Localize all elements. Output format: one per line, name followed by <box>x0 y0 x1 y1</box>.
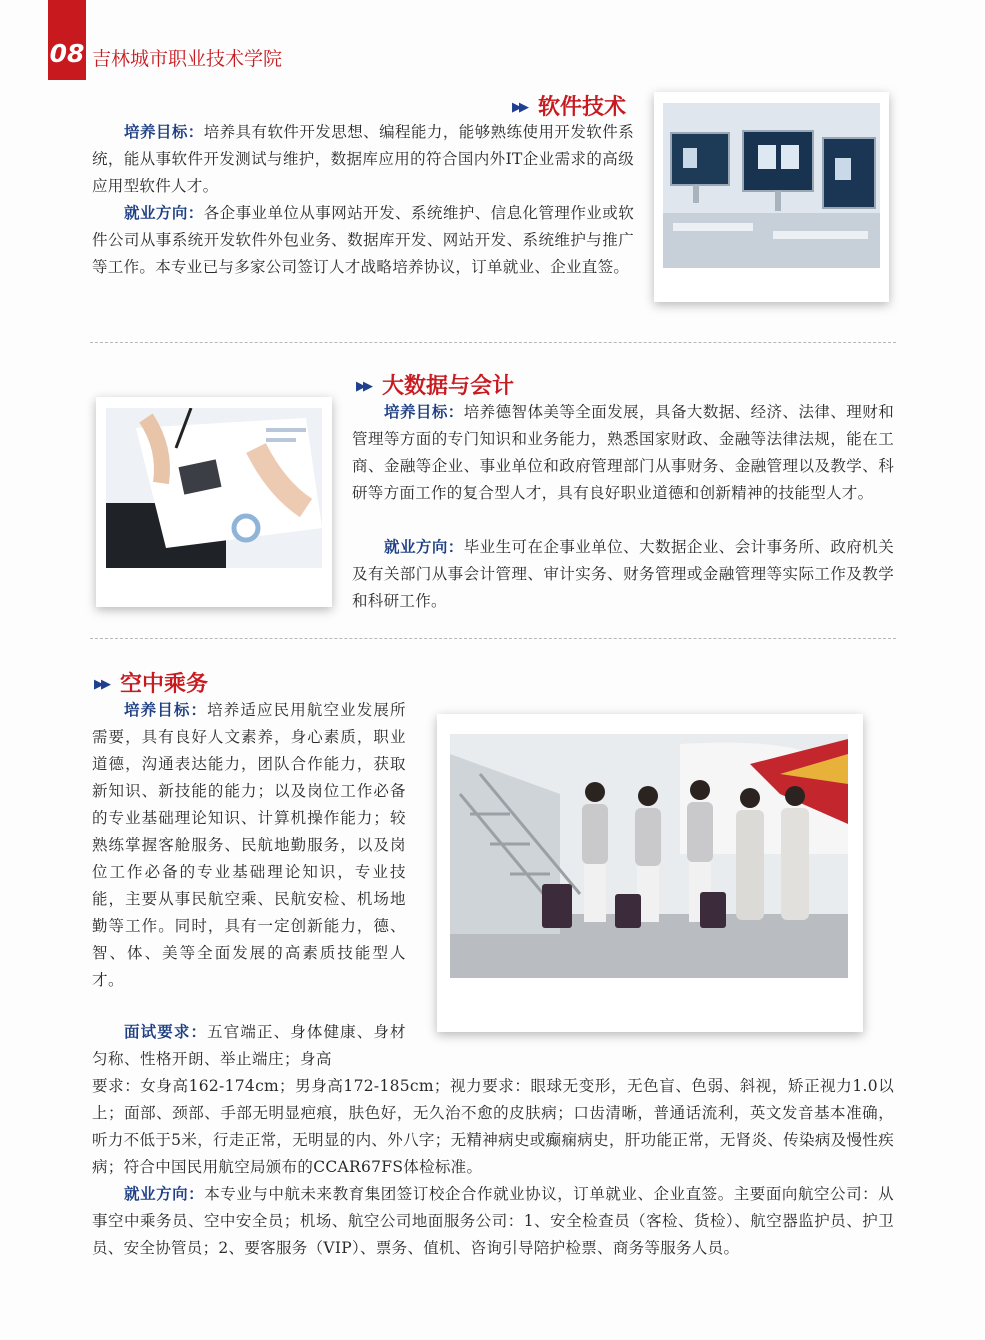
goal-text: 培养具有软件开发思想、编程能力，能够熟练使用开发软件系统，能从事软件开发测试与维护，数据库应用的符合国内外IT企业需求的高级应用型软件人才。 <box>92 123 634 195</box>
career-label: 就业方向： <box>124 1185 205 1203</box>
section-divider <box>90 638 896 639</box>
goal-text: 培养德智体美等全面发展，具备大数据、经济、法律、理财和管理等方面的专门知识和业务能力，熟悉国家财政、金融等法律法规，能在工商、金融等企业、事业单位和政府管理部门从事财务、金融管理以及教学、科研等方面工作的复合型人才，具有良好职业道德和创新精神的技能型人才。 <box>352 403 894 502</box>
software-photo <box>654 92 889 302</box>
goal-text: 培养适应民用航空业发展所需要，具有良好人文素养，身心素质，职业道德，沟通表达能力，团队合作能力，获取新知识、新技能的能力；以及岗位工作必备的专业基础理论知识、计算机操作能力；较熟练掌握客舱服务、民航地勤服务，以及岗位工作必备的专业基础理论知识，专业技能，主要从事民航空乘、民航安检、机场地勤等工作。同时，具有一定创新能力，德、智、体、美等全面发展的高素质技能型人才。 <box>92 701 406 989</box>
flight-crew-illustration <box>450 734 848 978</box>
career-text: 各企事业单位从事网站开发、系统维护、信息化管理作业或软件公司从事系统开发软件外包业务、数据库开发、网站开发、系统维护与推广等工作。本专业已与多家公司签订人才战略培养协议，订单就业、企业直签。 <box>92 204 634 276</box>
double-chevron-icon: ▶▶ <box>94 677 108 692</box>
flight-career-paragraph <box>92 1181 894 1262</box>
software-title-text: 软件技术 <box>538 95 627 120</box>
software-career-paragraph <box>92 200 634 281</box>
section-title-software <box>512 90 626 121</box>
school-name: 吉林城市职业技术学院 <box>92 48 283 70</box>
flight-goal-paragraph <box>92 697 406 994</box>
flight-title-text: 空中乘务 <box>120 672 209 697</box>
interview-label: 面试要求： <box>124 1023 208 1041</box>
double-chevron-icon: ▶▶ <box>356 379 370 394</box>
software-goal-paragraph <box>92 119 634 200</box>
goal-label: 培养目标： <box>384 403 464 421</box>
accounting-title-text: 大数据与会计 <box>382 374 515 399</box>
computer-monitors-illustration <box>663 103 880 268</box>
section-title-accounting <box>356 369 514 400</box>
page-number: 08 <box>48 0 86 80</box>
goal-label: 培养目标： <box>124 701 208 719</box>
flight-interview-paragraph-continued <box>92 1073 894 1181</box>
goal-label: 培养目标： <box>124 123 204 141</box>
double-chevron-icon: ▶▶ <box>512 100 526 115</box>
career-text: 本专业与中航未来教育集团签订校企合作就业协议，订单就业、企业直签。主要面向航空公司：从事空中乘务员、空中安全员；机场、航空公司地面服务公司：1、安全检查员（客检、货检）、航空器监护员、护卫员、安全协管员；2、要客服务（VIP）、票务、值机、咨询引导陪护检票、商务等服务人员。 <box>92 1185 894 1257</box>
accounting-goal-paragraph <box>352 399 894 507</box>
career-label: 就业方向： <box>124 204 204 222</box>
calculator-documents-illustration <box>106 408 322 568</box>
accounting-career-paragraph <box>352 534 894 615</box>
career-text: 毕业生可在企事业单位、大数据企业、会计事务所、政府机关及有关部门从事会计管理、审计实务、财务管理或金融管理等实际工作及教学和科研工作。 <box>352 538 894 610</box>
section-divider <box>90 342 896 343</box>
flight-photo <box>437 714 863 1032</box>
career-label: 就业方向： <box>384 538 464 556</box>
section-title-flight <box>94 667 208 698</box>
interview-text-continued: 要求：女身高162-174cm；男身高172-185cm；视力要求：眼球无变形，无色盲、色弱、斜视，矫正视力1.0以上；面部、颈部、手部无明显疤痕，肤色好，无久治不愈的皮肤病；口齿清晰，普通话流利，英文发音基本准确，听力不低于5米，行走正常，无明显的内、外八字；无精神病史或癫痫病史，肝功能正常，无肾炎、传染病及慢性疾病；符合中国民用航空局颁布的CCAR67FS体检标准。 <box>92 1077 894 1176</box>
interview-text: 五官端正、身体健康、身材匀称、性格开朗、举止端庄；身高 <box>92 1023 406 1068</box>
flight-interview-paragraph <box>92 1019 406 1073</box>
accounting-photo <box>96 397 332 607</box>
